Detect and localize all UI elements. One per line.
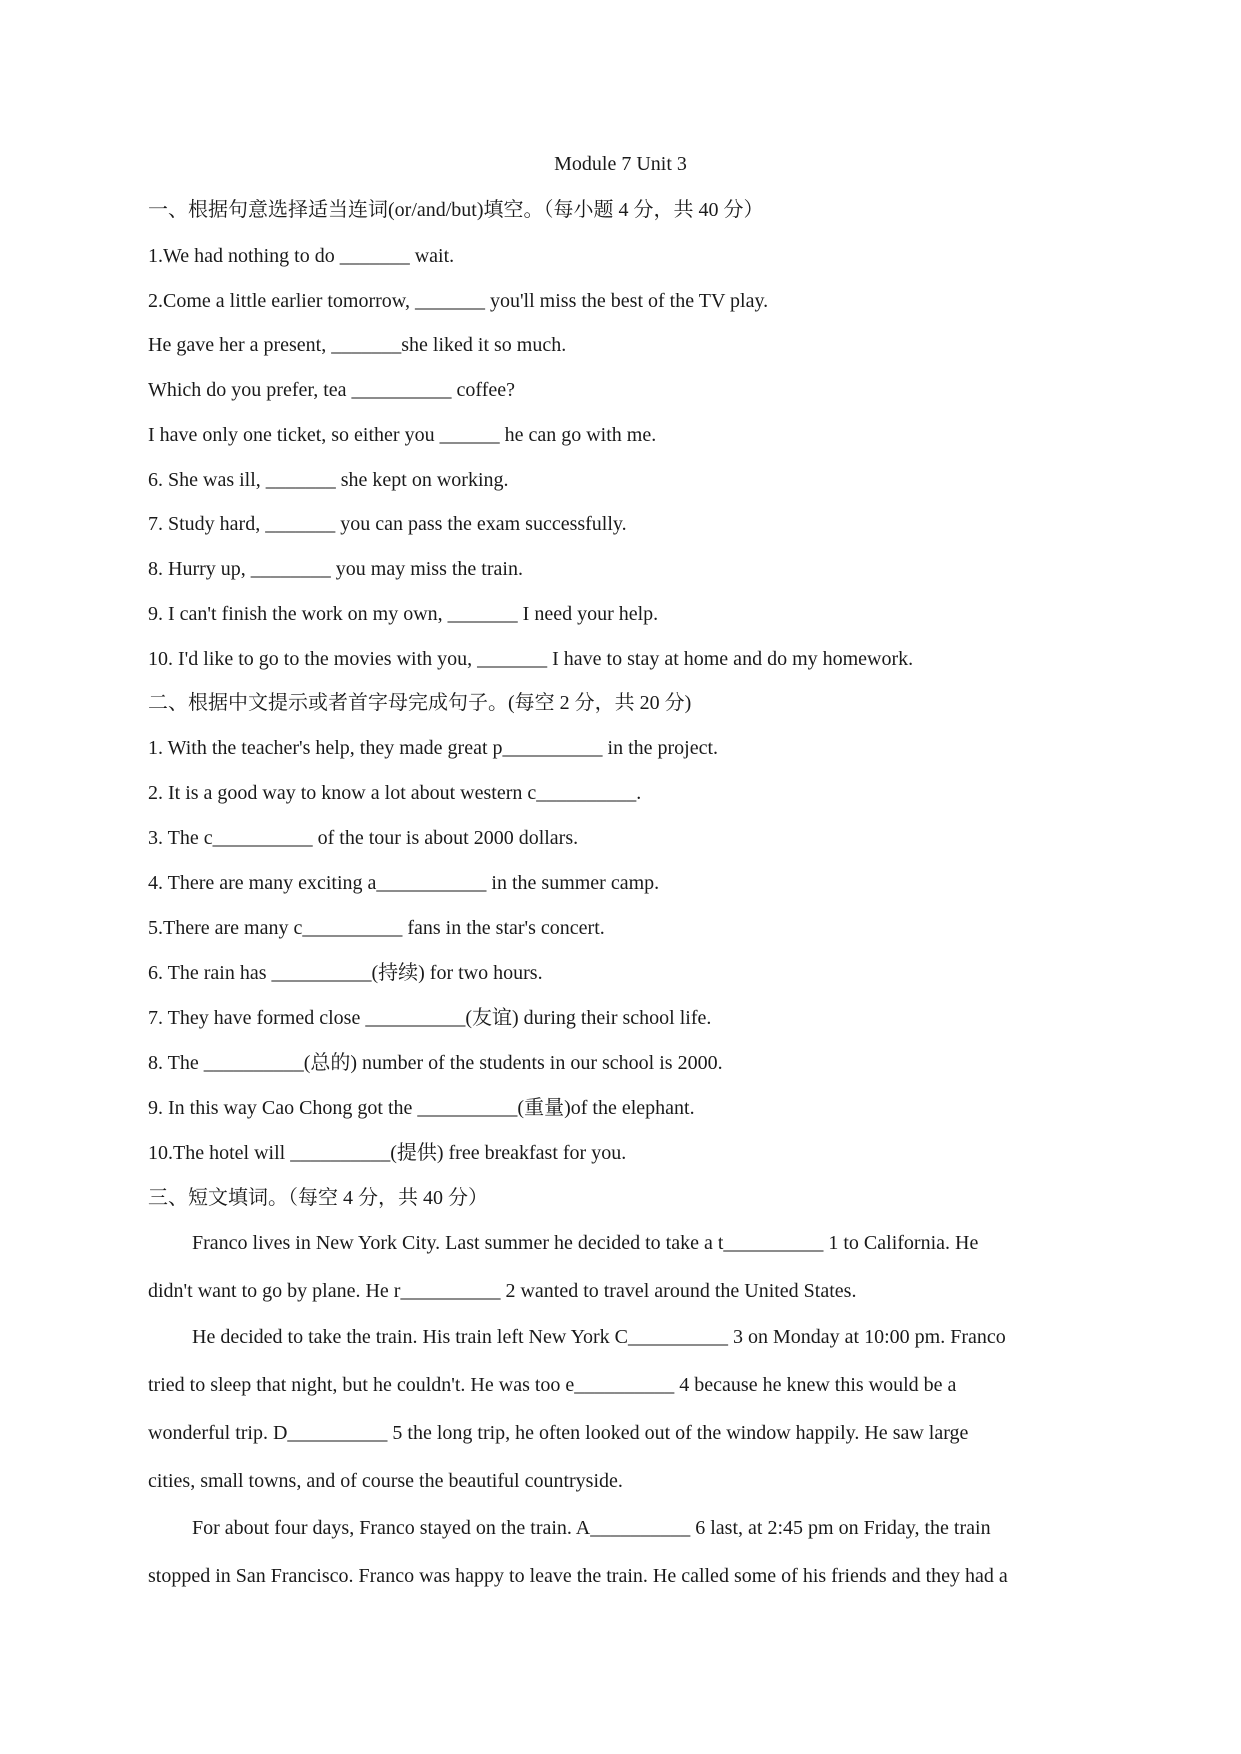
section-2-item-4: 4. There are many exciting a___________ in the summer camp. [148, 872, 660, 894]
passage-line-5: wonderful trip. D__________ 5 the long trip, he often looked out of the window happily. He saw large [148, 1422, 969, 1444]
passage-line-6: cities, small towns, and of course the beautiful countryside. [148, 1470, 623, 1492]
page-title: Module 7 Unit 3 [554, 153, 687, 175]
passage-line-4: tried to sleep that night, but he couldn't. He was too e__________ 4 because he knew this would be a [148, 1374, 957, 1396]
passage-line-1: Franco lives in New York City. Last summer he decided to take a t__________ 1 to California. He [192, 1232, 979, 1254]
section-1-item-3: He gave her a present, _______she liked it so much. [148, 334, 567, 356]
section-3-heading: 三、短文填词。（每空 4 分，共 40 分） [148, 1187, 488, 1209]
passage-line-8: stopped in San Francisco. Franco was happy to leave the train. He called some of his friends and they had a [148, 1565, 1008, 1587]
section-1-item-6: 6. She was ill, _______ she kept on working. [148, 469, 509, 491]
passage-line-3: He decided to take the train. His train left New York C__________ 3 on Monday at 10:00 pm. Franco [192, 1326, 1006, 1348]
section-2-item-8: 8. The __________(总的) number of the students in our school is 2000. [148, 1052, 723, 1074]
section-2-item-5: 5.There are many c__________ fans in the star's concert. [148, 917, 605, 939]
section-2-item-9: 9. In this way Cao Chong got the __________(重量)of the elephant. [148, 1097, 695, 1119]
passage-line-7: For about four days, Franco stayed on the train. A__________ 6 last, at 2:45 pm on Friday, the train [192, 1517, 991, 1539]
section-1-item-10: 10. I'd like to go to the movies with you, _______ I have to stay at home and do my homework. [148, 648, 914, 670]
section-2-item-3: 3. The c__________ of the tour is about 2000 dollars. [148, 827, 579, 849]
passage-line-2: didn't want to go by plane. He r__________ 2 wanted to travel around the United States. [148, 1280, 857, 1302]
section-1-item-4: Which do you prefer, tea __________ coffee? [148, 379, 516, 401]
section-2-item-1: 1. With the teacher's help, they made great p__________ in the project. [148, 737, 719, 759]
section-1-item-8: 8. Hurry up, ________ you may miss the train. [148, 558, 523, 580]
section-2-heading: 二、根据中文提示或者首字母完成句子。(每空 2 分，共 20 分) [148, 692, 692, 714]
section-2-item-10: 10.The hotel will __________(提供) free breakfast for you. [148, 1142, 627, 1164]
section-1-item-5: I have only one ticket, so either you ______ he can go with me. [148, 424, 657, 446]
section-2-item-2: 2. It is a good way to know a lot about western c__________. [148, 782, 642, 804]
section-1-item-9: 9. I can't finish the work on my own, _______ I need your help. [148, 603, 659, 625]
section-1-item-1: 1.We had nothing to do _______ wait. [148, 245, 455, 267]
section-1-item-2: 2.Come a little earlier tomorrow, _______ you'll miss the best of the TV play. [148, 290, 769, 312]
section-1-item-7: 7. Study hard, _______ you can pass the exam successfully. [148, 513, 627, 535]
section-2-item-7: 7. They have formed close __________(友谊) during their school life. [148, 1007, 712, 1029]
section-2-item-6: 6. The rain has __________(持续) for two hours. [148, 962, 543, 984]
section-1-heading: 一、根据句意选择适当连词(or/and/but)填空。（每小题 4 分，共 40 分） [148, 199, 764, 221]
